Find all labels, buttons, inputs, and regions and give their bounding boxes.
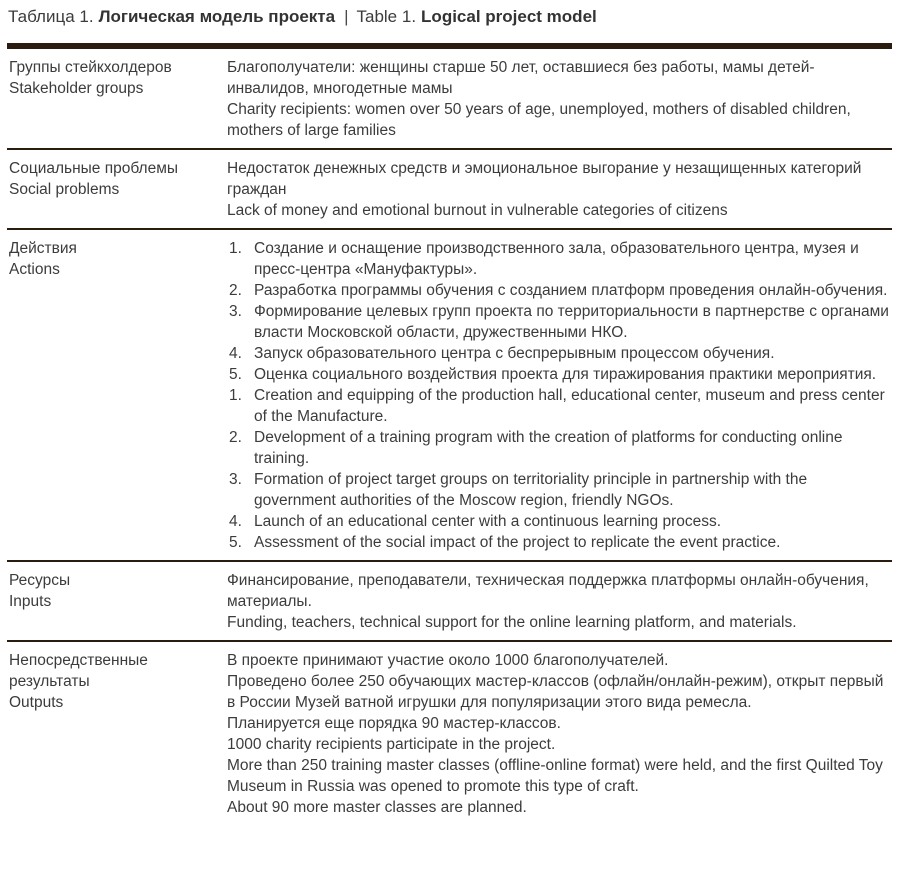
cell-paragraph: Финансирование, преподаватели, техническая поддержка платформы онлайн-обучения, материалы.: [227, 572, 869, 610]
row-label: [7, 570, 205, 633]
table-row: [7, 228, 892, 560]
cell-paragraph: Lack of money and emotional burnout in vulnerable categories of citizens: [227, 202, 728, 219]
list-item: Creation and equipping of the production hall, educational center, museum and press center of the Manufacture.: [254, 387, 885, 425]
cell-paragraph: More than 250 training master classes (offline-online format) were held, and the first Quilted Toy Museum in Russia was opened to promote this type of craft.: [227, 757, 883, 795]
row-label-ru: Группы стейкхолдеров: [9, 59, 172, 76]
cell-paragraph: 1000 charity recipients participate in the project.: [227, 736, 556, 753]
list-item: Запуск образовательного центра с беспрерывным процессом обучения.: [254, 345, 775, 362]
row-content: [205, 158, 892, 221]
row-label-en: Outputs: [9, 694, 64, 711]
row-label-en: Social problems: [9, 181, 120, 198]
cell-paragraph: Charity recipients: women over 50 years of age, unemployed, mothers of disabled children, mothers of large families: [227, 101, 851, 139]
caption-ru-title: Логическая модель проекта: [98, 7, 336, 26]
list-item: Development of a training program with the creation of platforms for conducting online training.: [254, 429, 843, 467]
cell-paragraph: Планируется еще порядка 90 мастер-классов.: [227, 715, 561, 732]
row-label-ru: Ресурсы: [9, 572, 71, 589]
cell-paragraph: About 90 more master classes are planned.: [227, 799, 527, 816]
cell-paragraph: Благополучатели: женщины старше 50 лет, оставшиеся без работы, мамы детей-инвалидов, многодетные мамы: [227, 59, 815, 97]
list-item: Создание и оснащение производственного зала, образовательного центра, музея и пресс-центра «Мануфактуры».: [254, 240, 859, 278]
cell-paragraph: Funding, teachers, technical support for the online learning platform, and materials.: [227, 614, 797, 631]
cell-paragraph: Недостаток денежных средств и эмоциональное выгорание у незащищенных категорий граждан: [227, 160, 862, 198]
list-item: Формирование целевых групп проекта по территориальности в партнерстве с органами власти Московской области, дружественными НКО.: [254, 303, 889, 341]
caption-ru-label: Таблица 1.: [8, 7, 94, 26]
caption-en-label: Table 1.: [356, 7, 417, 26]
list-item: Launch of an educational center with a continuous learning process.: [254, 513, 722, 530]
list-item: Formation of project target groups on territoriality principle in partnership with the government authorities of the Moscow region, friendly NGOs.: [254, 471, 808, 509]
row-content: [205, 238, 892, 553]
row-label: [7, 238, 205, 553]
table-caption: [7, 5, 892, 29]
list-item: Разработка программы обучения с созданием платформ проведения онлайн-обучения.: [254, 282, 888, 299]
numbered-list: [227, 238, 890, 385]
logical-model-table: [7, 49, 892, 825]
caption-divider: |: [344, 7, 349, 26]
row-label-en: Inputs: [9, 593, 52, 610]
caption-en-title: Logical project model: [421, 7, 597, 26]
row-content: [205, 650, 892, 818]
cell-paragraph: Проведено более 250 обучающих мастер-классов (офлайн/онлайн-режим), открыт первый в России Музей ватной игрушки для популяризации этого вида ремесла.: [227, 673, 884, 711]
table-row: [7, 49, 892, 148]
row-label-en: Stakeholder groups: [9, 80, 144, 97]
row-label: [7, 57, 205, 141]
list-item: Assessment of the social impact of the project to replicate the event practice.: [254, 534, 781, 551]
row-content: [205, 57, 892, 141]
table-row: [7, 640, 892, 825]
row-label-en: Actions: [9, 261, 60, 278]
list-item: Оценка социального воздействия проекта для тиражирования практики мероприятия.: [254, 366, 877, 383]
row-content: [205, 570, 892, 633]
table-row: [7, 148, 892, 228]
row-label-ru: Социальные проблемы: [9, 160, 178, 177]
row-label: [7, 158, 205, 221]
row-label-ru: Непосредственные результаты: [9, 652, 148, 690]
row-label-ru: Действия: [9, 240, 77, 257]
table-row: [7, 560, 892, 640]
numbered-list: [227, 385, 890, 553]
cell-paragraph: В проекте принимают участие около 1000 благополучателей.: [227, 652, 669, 669]
row-label: [7, 650, 205, 818]
